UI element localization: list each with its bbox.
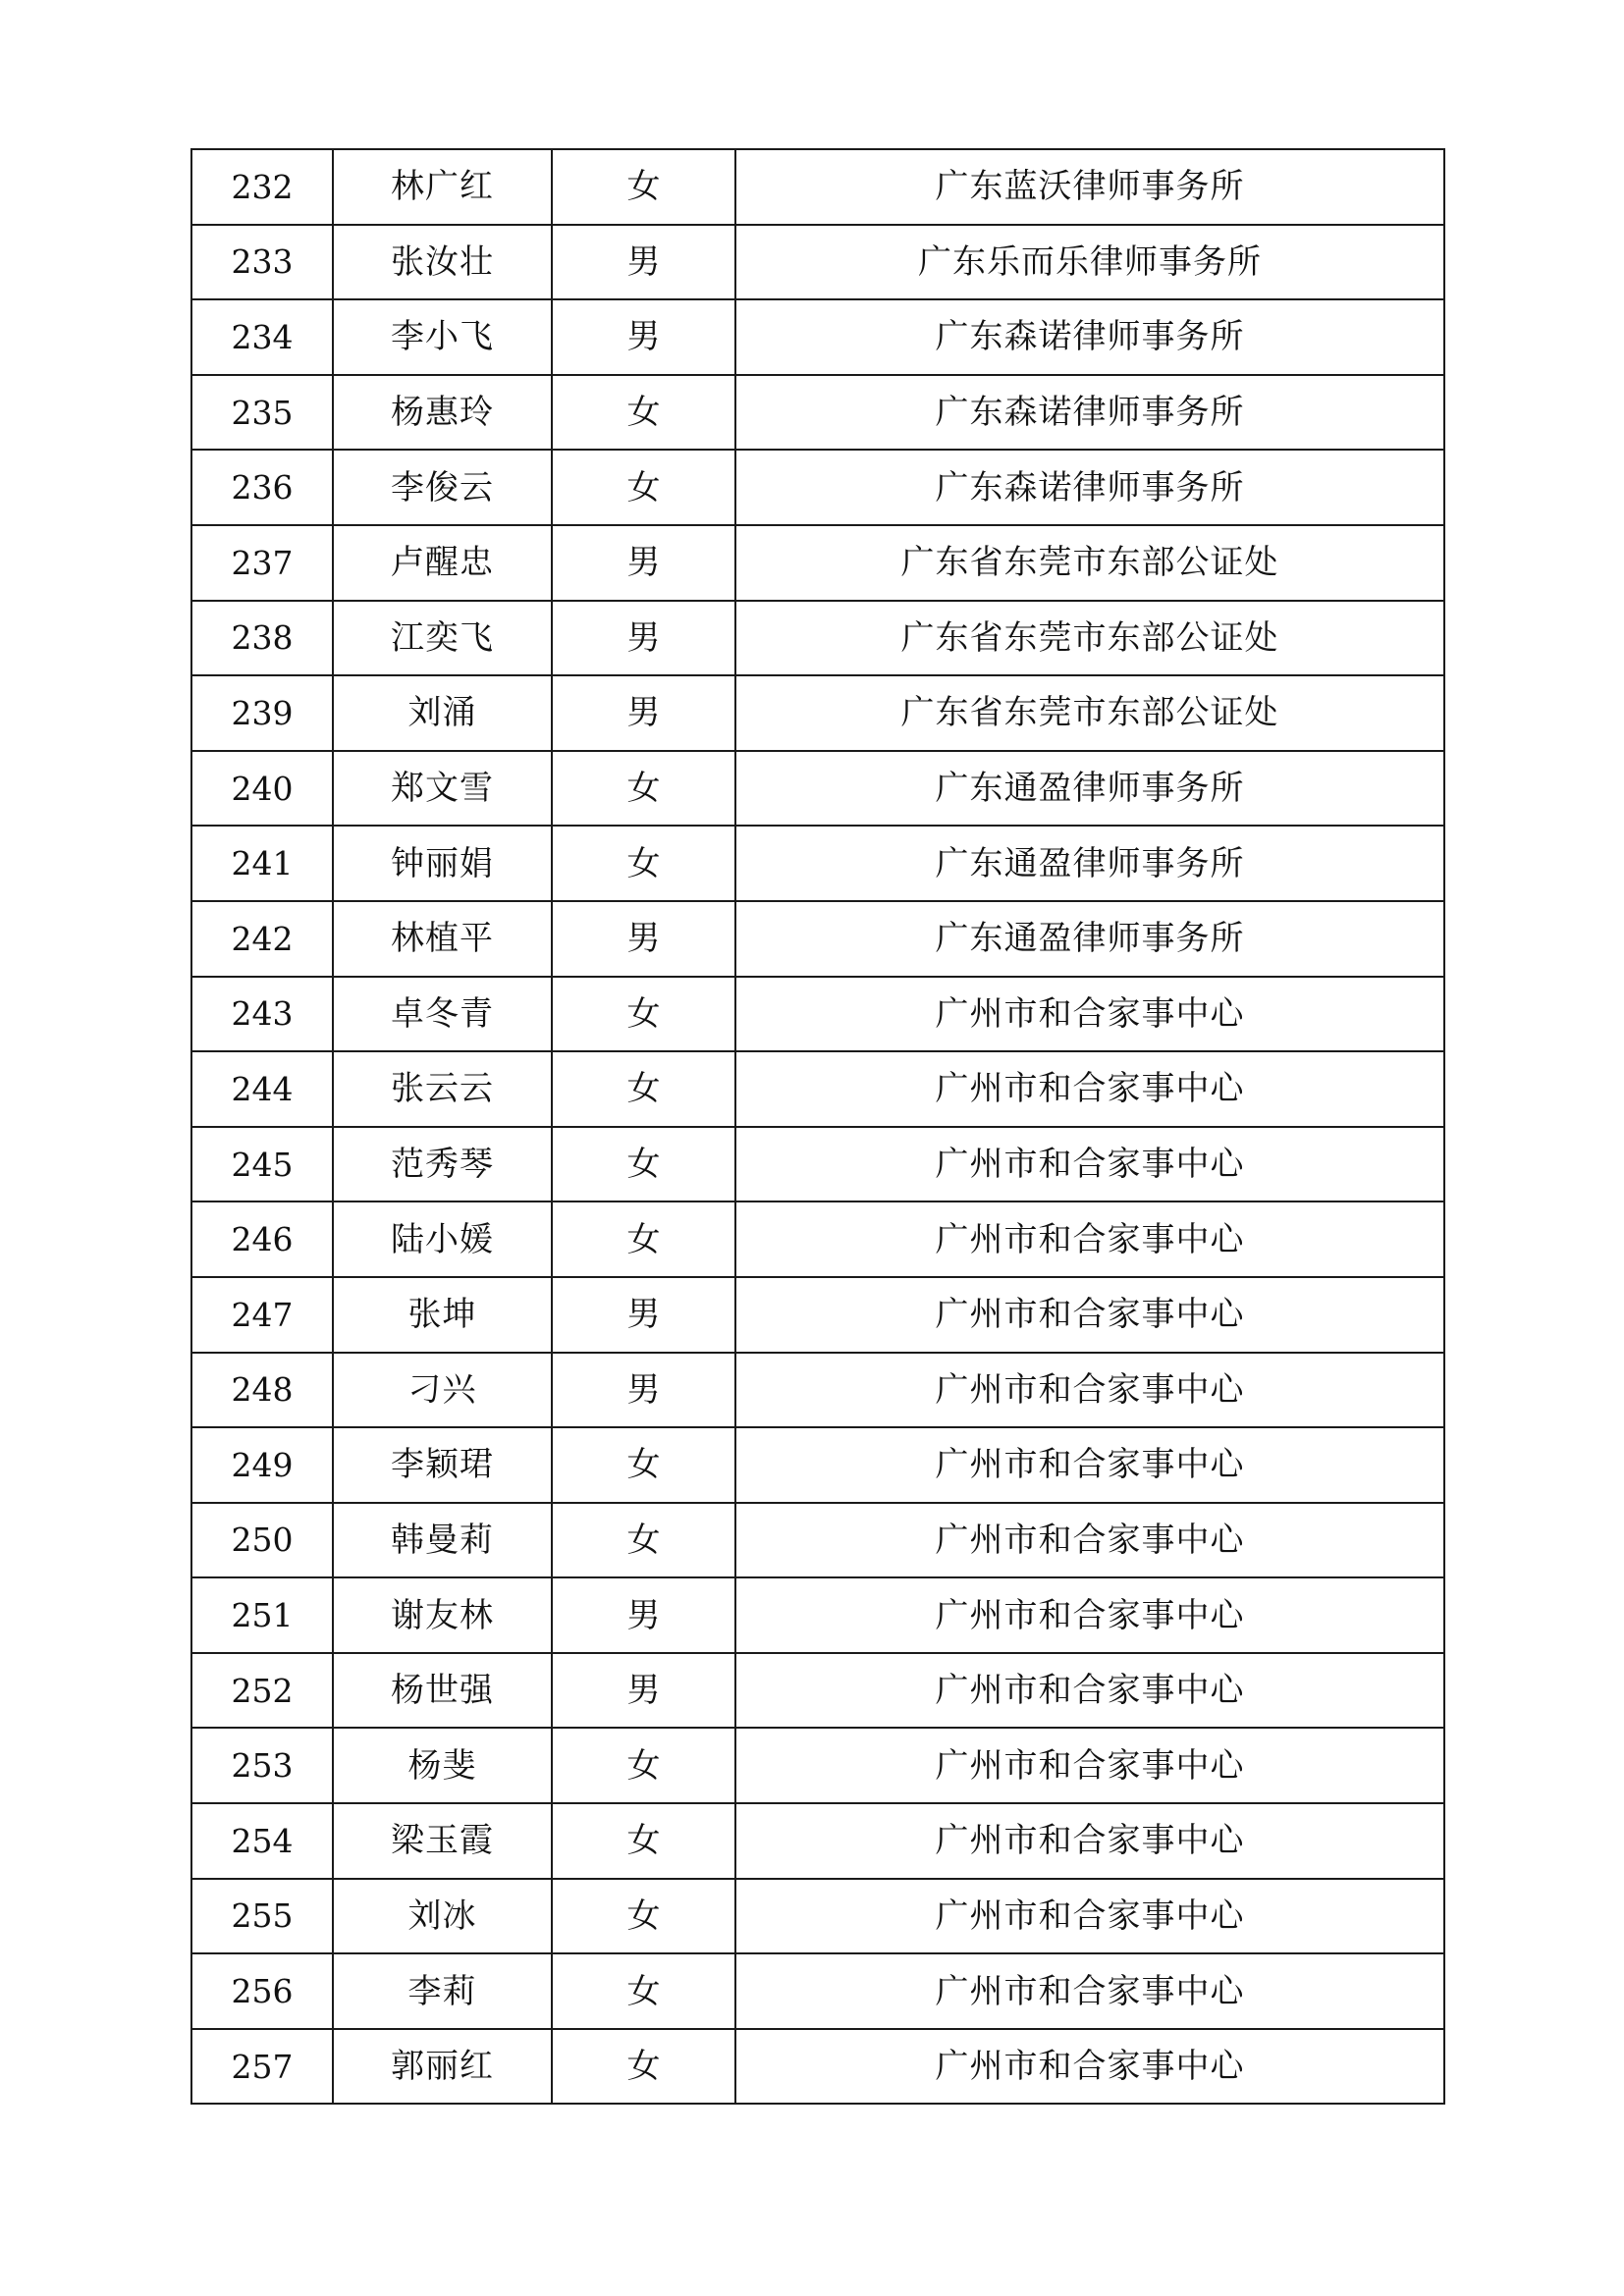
gender-cell: 女 (552, 1503, 735, 1578)
gender-cell: 女 (552, 1953, 735, 2029)
gender-cell: 男 (552, 1277, 735, 1353)
organization-cell: 广州市和合家事中心 (735, 1879, 1444, 1954)
gender-cell: 女 (552, 450, 735, 525)
organization-cell: 广州市和合家事中心 (735, 1127, 1444, 1202)
person-name-cell: 杨斐 (333, 1728, 552, 1803)
row-number-cell: 255 (191, 1879, 333, 1954)
row-number-cell: 244 (191, 1051, 333, 1127)
gender-cell: 女 (552, 1879, 735, 1954)
table-row (191, 1353, 1444, 1428)
organization-cell: 广东通盈律师事务所 (735, 751, 1444, 827)
organization-cell: 广州市和合家事中心 (735, 1353, 1444, 1428)
row-number-cell: 252 (191, 1653, 333, 1729)
person-name-cell: 张坤 (333, 1277, 552, 1353)
person-name-cell: 张汝壮 (333, 225, 552, 300)
person-name-cell: 卢醒忠 (333, 525, 552, 601)
row-number-cell: 245 (191, 1127, 333, 1202)
table-row (191, 2029, 1444, 2105)
gender-cell: 女 (552, 375, 735, 451)
gender-cell: 女 (552, 1051, 735, 1127)
gender-cell: 男 (552, 901, 735, 977)
table-row (191, 1728, 1444, 1803)
gender-cell: 女 (552, 1803, 735, 1879)
gender-cell: 男 (552, 675, 735, 751)
table-row (191, 901, 1444, 977)
row-number-cell: 257 (191, 2029, 333, 2105)
organization-cell: 广东森诺律师事务所 (735, 450, 1444, 525)
table-row (191, 751, 1444, 827)
table-row (191, 149, 1444, 225)
table-row (191, 525, 1444, 601)
person-name-cell: 陆小媛 (333, 1201, 552, 1277)
organization-cell: 广东省东莞市东部公证处 (735, 675, 1444, 751)
row-number-cell: 239 (191, 675, 333, 751)
table-row (191, 1803, 1444, 1879)
person-name-cell: 李莉 (333, 1953, 552, 2029)
gender-cell: 女 (552, 826, 735, 901)
person-name-cell: 郭丽红 (333, 2029, 552, 2105)
table-row (191, 375, 1444, 451)
gender-cell: 男 (552, 1653, 735, 1729)
row-number-cell: 246 (191, 1201, 333, 1277)
person-name-cell: 韩曼莉 (333, 1503, 552, 1578)
row-number-cell: 248 (191, 1353, 333, 1428)
row-number-cell: 235 (191, 375, 333, 451)
row-number-cell: 256 (191, 1953, 333, 2029)
table-row (191, 1201, 1444, 1277)
row-number-cell: 243 (191, 977, 333, 1052)
gender-cell: 女 (552, 2029, 735, 2105)
person-name-cell: 范秀琴 (333, 1127, 552, 1202)
table-row (191, 1127, 1444, 1202)
organization-cell: 广东省东莞市东部公证处 (735, 601, 1444, 676)
person-name-cell: 杨世强 (333, 1653, 552, 1729)
row-number-cell: 250 (191, 1503, 333, 1578)
organization-cell: 广东森诺律师事务所 (735, 299, 1444, 375)
person-name-cell: 林广红 (333, 149, 552, 225)
organization-cell: 广州市和合家事中心 (735, 1503, 1444, 1578)
person-name-cell: 刘冰 (333, 1879, 552, 1954)
organization-cell: 广州市和合家事中心 (735, 1051, 1444, 1127)
organization-cell: 广东蓝沃律师事务所 (735, 149, 1444, 225)
table-row (191, 1577, 1444, 1653)
organization-cell: 广州市和合家事中心 (735, 1803, 1444, 1879)
gender-cell: 女 (552, 1127, 735, 1202)
gender-cell: 男 (552, 601, 735, 676)
organization-cell: 广州市和合家事中心 (735, 1427, 1444, 1503)
row-number-cell: 232 (191, 149, 333, 225)
gender-cell: 男 (552, 1353, 735, 1428)
row-number-cell: 236 (191, 450, 333, 525)
person-name-cell: 郑文雪 (333, 751, 552, 827)
table-row (191, 1277, 1444, 1353)
organization-cell: 广州市和合家事中心 (735, 1201, 1444, 1277)
organization-cell: 广东通盈律师事务所 (735, 826, 1444, 901)
organization-cell: 广州市和合家事中心 (735, 1277, 1444, 1353)
organization-cell: 广州市和合家事中心 (735, 2029, 1444, 2105)
table-row (191, 299, 1444, 375)
roster-body (191, 149, 1444, 2104)
row-number-cell: 238 (191, 601, 333, 676)
organization-cell: 广东乐而乐律师事务所 (735, 225, 1444, 300)
organization-cell: 广州市和合家事中心 (735, 1728, 1444, 1803)
row-number-cell: 247 (191, 1277, 333, 1353)
gender-cell: 女 (552, 1427, 735, 1503)
person-name-cell: 谢友林 (333, 1577, 552, 1653)
person-name-cell: 梁玉霞 (333, 1803, 552, 1879)
row-number-cell: 253 (191, 1728, 333, 1803)
table-row (191, 601, 1444, 676)
person-name-cell: 林植平 (333, 901, 552, 977)
organization-cell: 广州市和合家事中心 (735, 1953, 1444, 2029)
organization-cell: 广州市和合家事中心 (735, 1653, 1444, 1729)
row-number-cell: 251 (191, 1577, 333, 1653)
person-name-cell: 李俊云 (333, 450, 552, 525)
person-name-cell: 卓冬青 (333, 977, 552, 1052)
gender-cell: 女 (552, 1728, 735, 1803)
row-number-cell: 249 (191, 1427, 333, 1503)
row-number-cell: 237 (191, 525, 333, 601)
gender-cell: 男 (552, 225, 735, 300)
table-row (191, 1051, 1444, 1127)
table-row (191, 1879, 1444, 1954)
person-name-cell: 杨惠玲 (333, 375, 552, 451)
person-name-cell: 刁兴 (333, 1353, 552, 1428)
organization-cell: 广东森诺律师事务所 (735, 375, 1444, 451)
organization-cell: 广东通盈律师事务所 (735, 901, 1444, 977)
gender-cell: 女 (552, 1201, 735, 1277)
table-row (191, 826, 1444, 901)
person-name-cell: 钟丽娟 (333, 826, 552, 901)
person-name-cell: 李小飞 (333, 299, 552, 375)
table-row (191, 1503, 1444, 1578)
table-row (191, 1953, 1444, 2029)
table-row (191, 977, 1444, 1052)
gender-cell: 女 (552, 977, 735, 1052)
table-row (191, 225, 1444, 300)
row-number-cell: 242 (191, 901, 333, 977)
gender-cell: 男 (552, 299, 735, 375)
organization-cell: 广东省东莞市东部公证处 (735, 525, 1444, 601)
person-name-cell: 刘涌 (333, 675, 552, 751)
table-row (191, 1427, 1444, 1503)
gender-cell: 男 (552, 1577, 735, 1653)
gender-cell: 男 (552, 525, 735, 601)
table-row (191, 1653, 1444, 1729)
gender-cell: 女 (552, 149, 735, 225)
row-number-cell: 233 (191, 225, 333, 300)
person-name-cell: 江奕飞 (333, 601, 552, 676)
person-name-cell: 张云云 (333, 1051, 552, 1127)
row-number-cell: 234 (191, 299, 333, 375)
organization-cell: 广州市和合家事中心 (735, 977, 1444, 1052)
row-number-cell: 240 (191, 751, 333, 827)
gender-cell: 女 (552, 751, 735, 827)
organization-cell: 广州市和合家事中心 (735, 1577, 1444, 1653)
person-name-cell: 李颖珺 (333, 1427, 552, 1503)
table-row (191, 675, 1444, 751)
roster-table (190, 148, 1445, 2105)
table-row (191, 450, 1444, 525)
row-number-cell: 254 (191, 1803, 333, 1879)
row-number-cell: 241 (191, 826, 333, 901)
